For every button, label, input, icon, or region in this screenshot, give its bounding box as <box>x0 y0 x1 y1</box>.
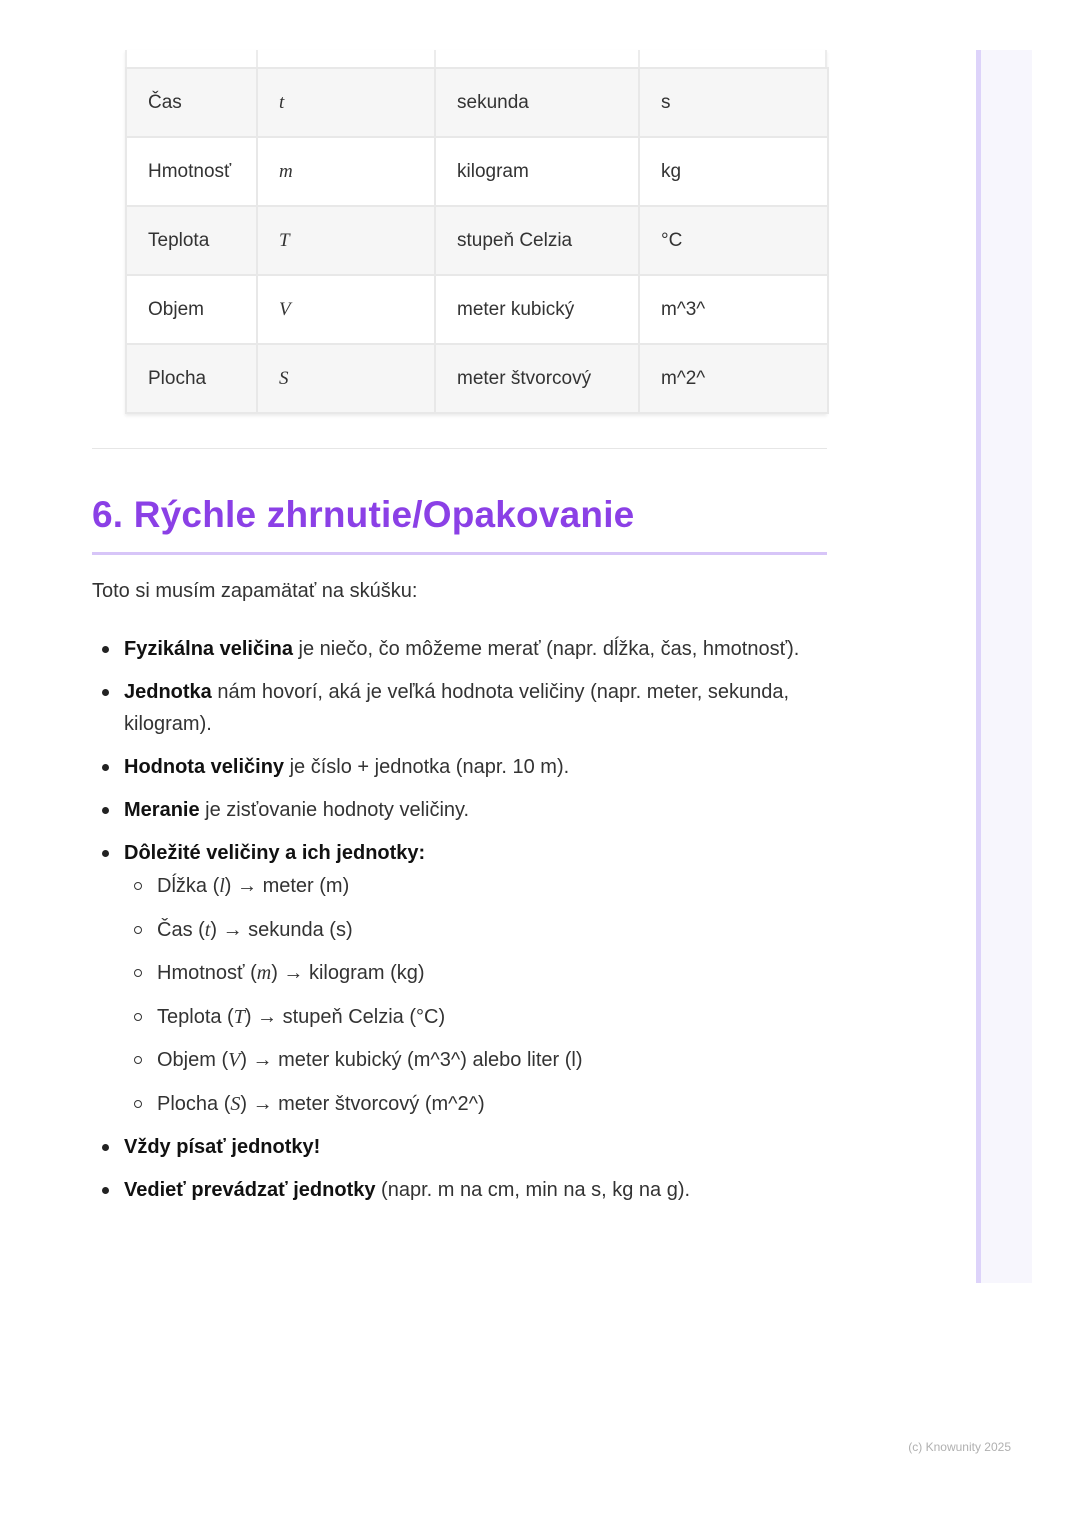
item-text: je zisťovanie hodnoty veličiny. <box>199 799 470 821</box>
table-row <box>126 344 828 413</box>
cell-quantity: Plocha <box>126 344 257 413</box>
variable-symbol: V <box>228 1049 241 1071</box>
table-row <box>126 275 828 344</box>
sublist-item <box>124 914 812 946</box>
cell-symbol: t <box>257 68 435 137</box>
item-term: Vždy písať jednotky! <box>124 1136 321 1158</box>
sub-text: ) → meter kubický (m^3^) alebo liter (l) <box>240 1049 583 1071</box>
item-term: Vedieť prevádzať jednotky <box>124 1179 376 1201</box>
cell-quantity: Objem <box>126 275 257 344</box>
sub-text: Plocha ( <box>157 1092 231 1115</box>
cell-symbol: S <box>257 344 435 413</box>
cell-quantity: Teplota <box>126 206 257 275</box>
item-term: Dôležité veličiny a ich jednotky: <box>124 842 426 864</box>
cell-symbol: T <box>257 206 435 275</box>
cell-unit: meter kubický <box>435 275 639 344</box>
summary-list <box>92 633 812 1217</box>
variable-symbol: m <box>256 962 272 984</box>
sub-text: Teplota ( <box>157 1005 234 1028</box>
item-text: (napr. m na cm, min na s, kg na g). <box>375 1179 691 1201</box>
cell-abbreviation: m^3^ <box>639 275 828 344</box>
table-row <box>126 137 828 206</box>
sidebar-accent-strip <box>976 50 1032 1283</box>
table-header-remnant <box>125 50 827 67</box>
item-term: Fyzikálna veličina <box>124 638 293 660</box>
sub-text: Čas ( <box>157 918 205 941</box>
cell-abbreviation: m^2^ <box>639 344 828 413</box>
cell-unit: sekunda <box>435 68 639 137</box>
cell-abbreviation: s <box>639 68 828 137</box>
sub-text: ) → meter štvorcový (m^2^) <box>240 1092 485 1115</box>
cell-quantity: Hmotnosť <box>126 137 257 206</box>
cell-unit: meter štvorcový <box>435 344 639 413</box>
cell-unit: kilogram <box>435 137 639 206</box>
list-item <box>92 1174 812 1206</box>
cell-abbreviation: °C <box>639 206 828 275</box>
variable-symbol: l <box>219 875 225 897</box>
title-underline <box>92 552 827 555</box>
list-item <box>92 1131 812 1163</box>
sublist-item <box>124 1088 812 1120</box>
item-term: Jednotka <box>124 681 212 703</box>
item-term: Hodnota veličiny <box>124 756 285 778</box>
item-text: je niečo, čo môžeme merať (napr. dĺžka, čas, hmotnosť). <box>292 638 800 660</box>
units-table <box>125 50 827 414</box>
list-item <box>92 676 812 740</box>
item-text: nám hovorí, aká je veľká hodnota veličiny (napr. meter, sekunda, kilogram). <box>124 681 790 735</box>
copyright-footer: (c) Knowunity 2025 <box>908 1440 1011 1454</box>
sublist-item <box>124 957 812 989</box>
variable-symbol: T <box>233 1005 245 1028</box>
table-row <box>126 206 828 275</box>
sub-text: Dĺžka ( <box>157 875 220 897</box>
sub-text: ) → sekunda (s) <box>210 918 353 941</box>
sublist-item <box>124 870 812 902</box>
variable-symbol: S <box>230 1092 241 1115</box>
list-item <box>92 751 812 783</box>
cell-symbol: V <box>257 275 435 344</box>
sub-text: ) → stupeň Celzia (°C) <box>244 1005 446 1028</box>
sub-text: ) → meter (m) <box>224 875 350 897</box>
sub-text: ) → kilogram (kg) <box>271 962 425 984</box>
list-item <box>92 794 812 826</box>
cell-quantity: Čas <box>126 68 257 137</box>
cell-unit: stupeň Celzia <box>435 206 639 275</box>
sublist-item <box>124 1044 812 1076</box>
section-title: 6. Rýchle zhrnutie/Opakovanie <box>92 494 635 535</box>
item-text: je číslo + jednotka (napr. 10 m). <box>284 756 570 778</box>
table-row <box>126 68 828 137</box>
sub-text: Hmotnosť ( <box>157 962 257 984</box>
list-item <box>92 633 812 665</box>
intro-text: Toto si musím zapamätať na skúšku: <box>92 580 418 602</box>
variable-symbol: t <box>204 918 211 941</box>
list-item <box>92 837 812 1120</box>
cell-abbreviation: kg <box>639 137 828 206</box>
sub-text: Objem ( <box>157 1049 229 1071</box>
item-term: Meranie <box>124 799 200 821</box>
quantities-sublist <box>124 870 812 1120</box>
cell-symbol: m <box>257 137 435 206</box>
sublist-item <box>124 1001 812 1033</box>
section-divider <box>92 448 827 449</box>
